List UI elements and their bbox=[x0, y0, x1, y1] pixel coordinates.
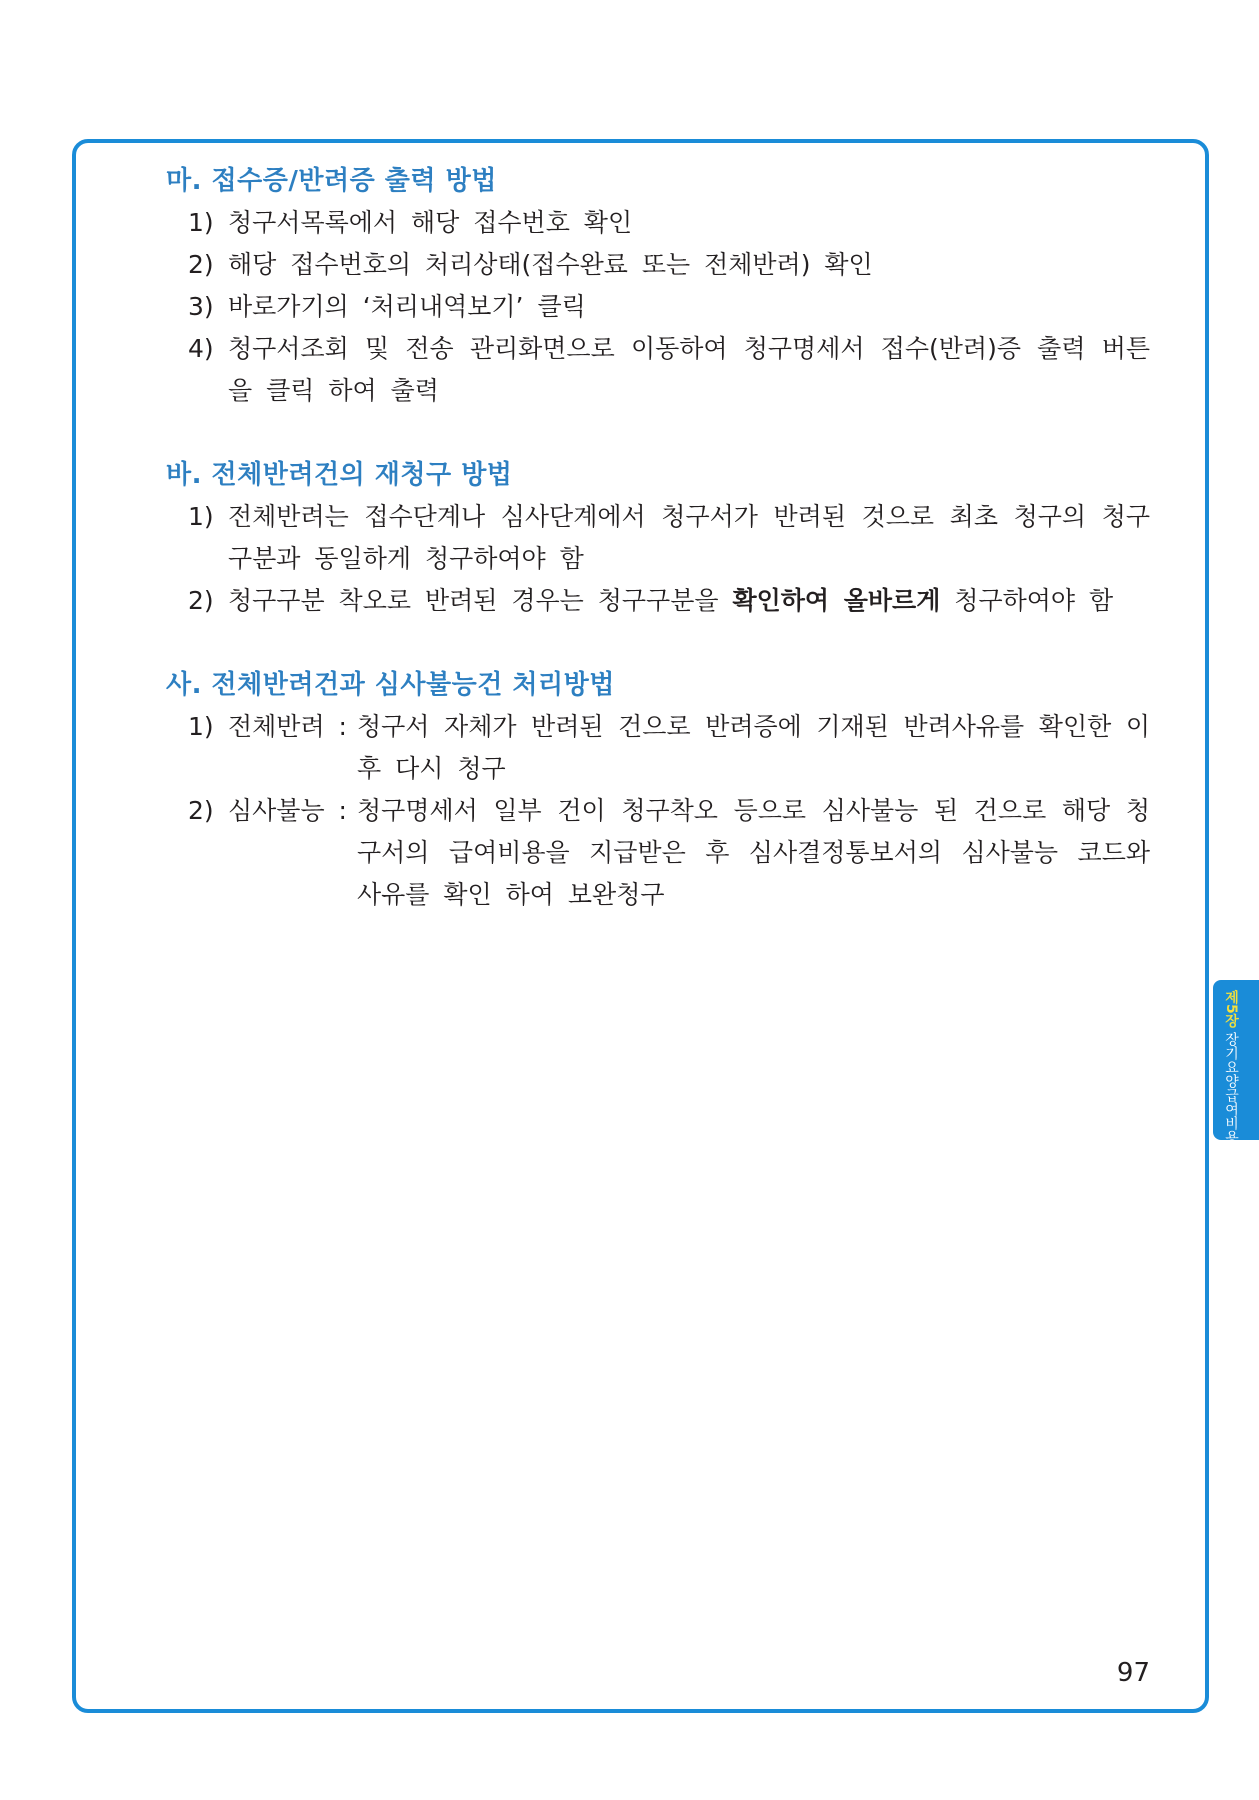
section-processing bbox=[166, 664, 1150, 916]
section-title: 마. 접수증/반려증 출력 방법 bbox=[166, 166, 497, 196]
list-item bbox=[166, 790, 1150, 916]
chapter-tab-text bbox=[1223, 990, 1239, 1177]
item-text: 청구서목록에서 해당 접수번호 확인 bbox=[228, 208, 633, 237]
item-number: 3) bbox=[188, 292, 214, 321]
list-item bbox=[166, 286, 1150, 328]
list-item bbox=[166, 706, 1150, 790]
item-term: 전체반려 : bbox=[228, 712, 347, 741]
item-text-start: 청구구분 착오로 반려된 경우는 청구구분을 bbox=[228, 586, 733, 615]
item-number: 1) bbox=[188, 502, 214, 531]
item-text: 바로가기의 ‘처리내역보기’ 클릭 bbox=[228, 292, 586, 321]
section-receipt-print bbox=[166, 160, 1150, 412]
item-number: 2) bbox=[188, 796, 214, 825]
item-term: 심사불능 : bbox=[228, 796, 347, 825]
item-text: 청구서조회 및 전송 관리화면으로 이동하여 청구명세서 접수(반려)증 출력 버튼을 클릭 하여 출력 bbox=[228, 334, 1150, 405]
list-item bbox=[166, 580, 1150, 622]
item-number: 2) bbox=[188, 250, 214, 279]
item-text bbox=[228, 580, 1150, 622]
chapter-title: 장기요양급여비용 청구 bbox=[1223, 1032, 1239, 1177]
item-number: 1) bbox=[188, 208, 214, 237]
section-title: 사. 전체반려건과 심사불능건 처리방법 bbox=[166, 670, 615, 700]
chapter-side-tab bbox=[1213, 980, 1259, 1177]
page-number: 97 bbox=[1116, 1658, 1150, 1688]
list-item bbox=[166, 202, 1150, 244]
list-item bbox=[166, 328, 1150, 412]
item-number: 1) bbox=[188, 712, 214, 741]
item-definition: 청구명세서 일부 건이 청구착오 등으로 심사불능 된 건으로 해당 청구서의 급여비용을 지급받은 후 심사결정통보서의 심사불능 코드와 사유를 확인 하여 보완청구 bbox=[357, 796, 1150, 909]
chapter-number: 제5장 bbox=[1223, 990, 1239, 1028]
list-item bbox=[166, 244, 1150, 286]
section-title: 바. 전체반려건의 재청구 방법 bbox=[166, 460, 513, 490]
item-definition: 청구서 자체가 반려된 건으로 반려증에 기재된 반려사유를 확인한 이후 다시 청구 bbox=[357, 712, 1150, 783]
item-text-emphasis: 확인하여 올바르게 bbox=[732, 586, 941, 615]
item-text-end: 청구하여야 함 bbox=[940, 586, 1114, 615]
section-reclaim bbox=[166, 454, 1150, 622]
list-item bbox=[166, 496, 1150, 580]
main-content bbox=[166, 160, 1150, 958]
item-number: 2) bbox=[188, 586, 214, 615]
item-text: 해당 접수번호의 처리상태(접수완료 또는 전체반려) 확인 bbox=[228, 250, 873, 279]
item-number: 4) bbox=[188, 334, 214, 363]
item-text: 전체반려는 접수단계나 심사단계에서 청구서가 반려된 것으로 최초 청구의 청구구분과 동일하게 청구하여야 함 bbox=[228, 502, 1150, 573]
